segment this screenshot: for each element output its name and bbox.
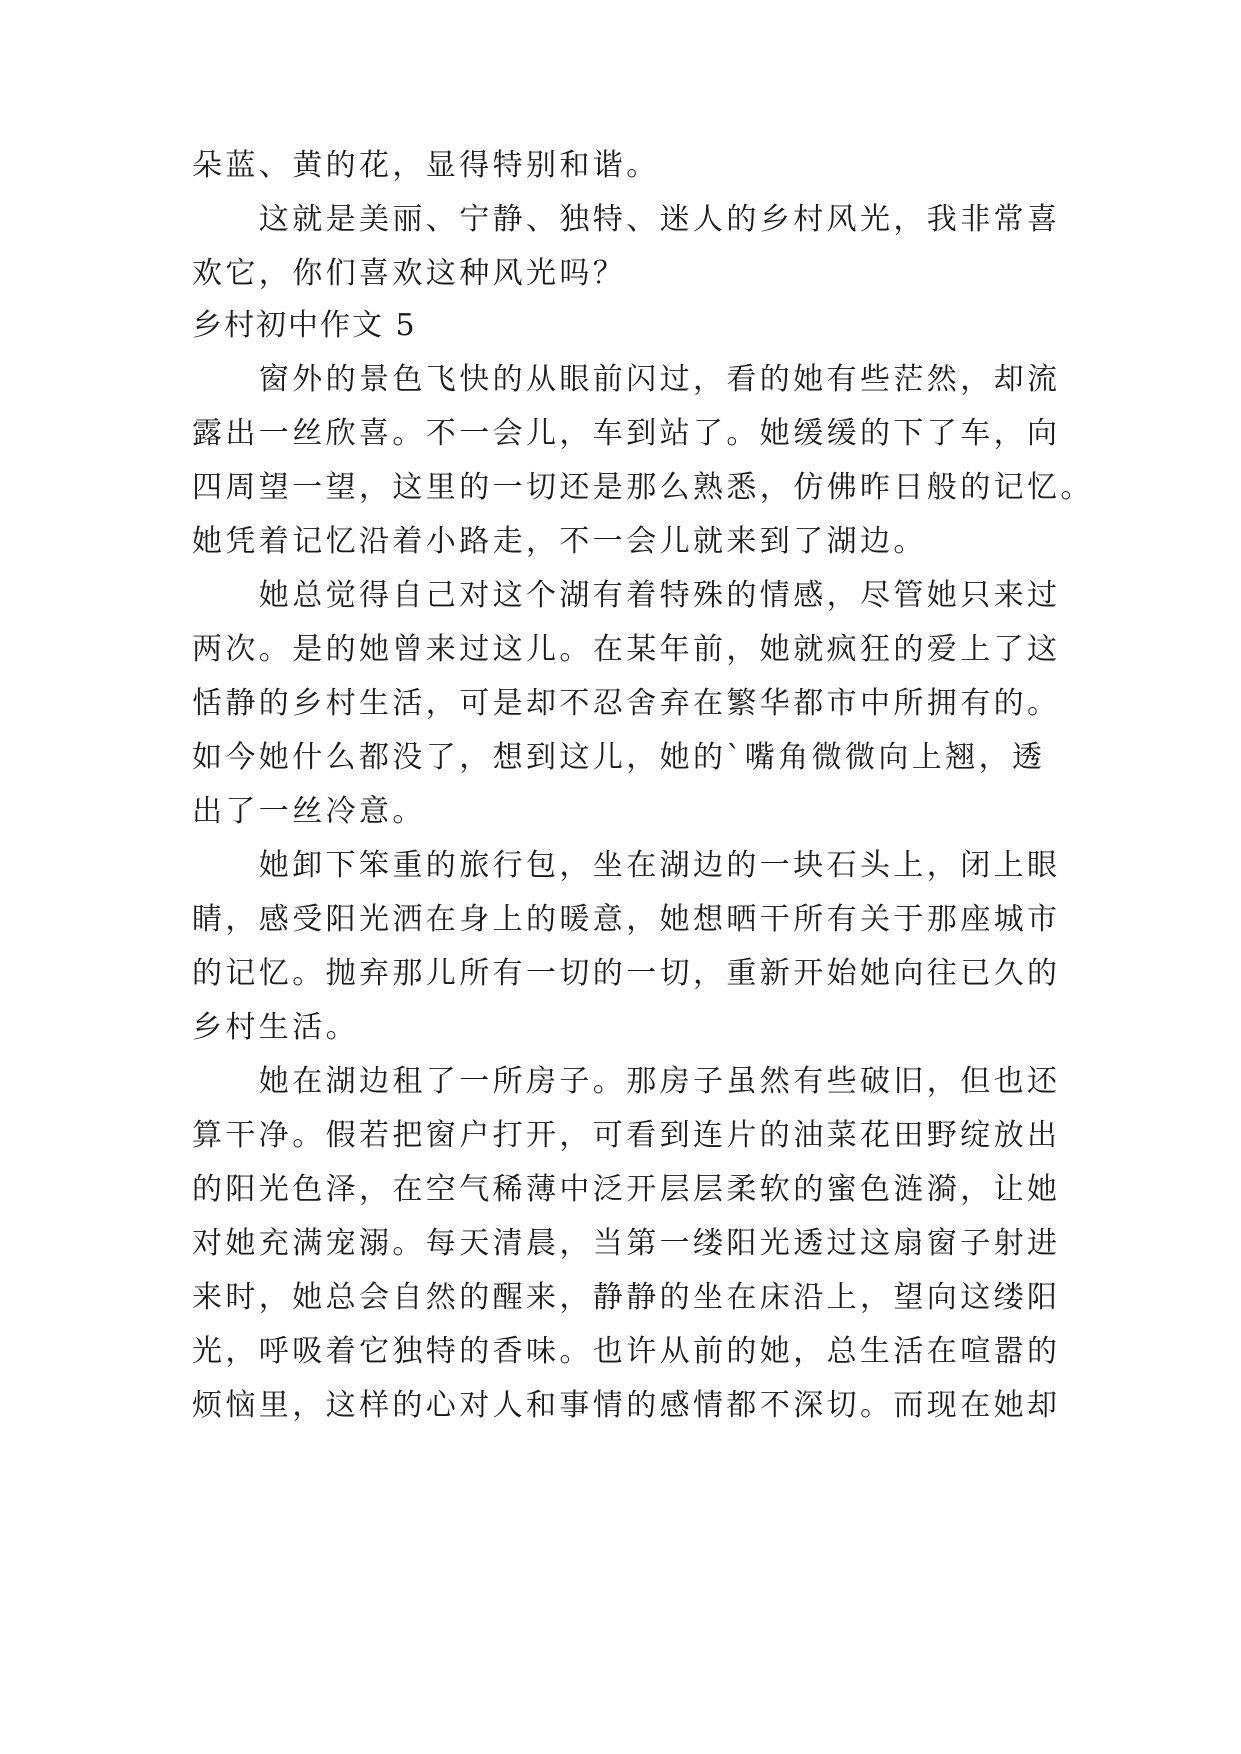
text-line: 恬静的乡村生活，可是却不忍舍弃在繁华都市中所拥有的。 (192, 686, 1061, 721)
text-line: 的记忆。抛弃那儿所有一切的一切，重新开始她向往已久的 (192, 956, 1061, 991)
text-line: 两次。是的她曾来过这儿。在某年前，她就疯狂的爱上了这 (192, 632, 1061, 667)
text-line: 算干净。假若把窗户打开，可看到连片的油菜花田野绽放出 (192, 1118, 1061, 1153)
text-line: 烦恼里，这样的心对人和事情的感情都不深切。而现在她却 (192, 1388, 1061, 1423)
text-line: 朵蓝、黄的花，显得特别和谐。 (192, 148, 660, 183)
text-line: 出了一丝冷意。 (192, 794, 426, 829)
text-line: 如今她什么都没了，想到这儿，她的`嘴角微微向上翘，透 (192, 740, 1046, 775)
text-line: 她凭着记忆沿着小路走，不一会儿就来到了湖边。 (192, 524, 927, 559)
section-heading: 乡村初中作文 5 (192, 308, 417, 343)
text-line: 来时，她总会自然的醒来，静静的坐在床沿上，望向这缕阳 (192, 1280, 1061, 1315)
text-line: 四周望一望，这里的一切还是那么熟悉，仿佛昨日般的记忆。 (192, 470, 1094, 505)
text-line: 露出一丝欣喜。不一会儿，车到站了。她缓缓的下了车，向 (192, 416, 1061, 451)
text-line: 光，呼吸着它独特的香味。也许从前的她，总生活在喧嚣的 (192, 1334, 1061, 1369)
text-line: 欢它，你们喜欢这种风光吗？ (192, 256, 627, 291)
text-line: 这就是美丽、宁静、独特、迷人的乡村风光，我非常喜 (192, 202, 1061, 237)
text-line: 睛，感受阳光洒在身上的暖意，她想晒干所有关于那座城市 (192, 902, 1061, 937)
text-line: 的阳光色泽，在空气稀薄中泛开层层柔软的蜜色涟漪，让她 (192, 1172, 1061, 1207)
text-line: 对她充满宠溺。每天清晨，当第一缕阳光透过这扇窗子射进 (192, 1226, 1061, 1261)
text-line: 她在湖边租了一所房子。那房子虽然有些破旧，但也还 (192, 1064, 1061, 1099)
text-line: 她卸下笨重的旅行包，坐在湖边的一块石头上，闭上眼 (192, 848, 1061, 883)
text-line: 窗外的景色飞快的从眼前闪过，看的她有些茫然，却流 (192, 362, 1061, 397)
text-line: 她总觉得自己对这个湖有着特殊的情感，尽管她只来过 (192, 578, 1061, 613)
text-line: 乡村生活。 (192, 1010, 359, 1045)
